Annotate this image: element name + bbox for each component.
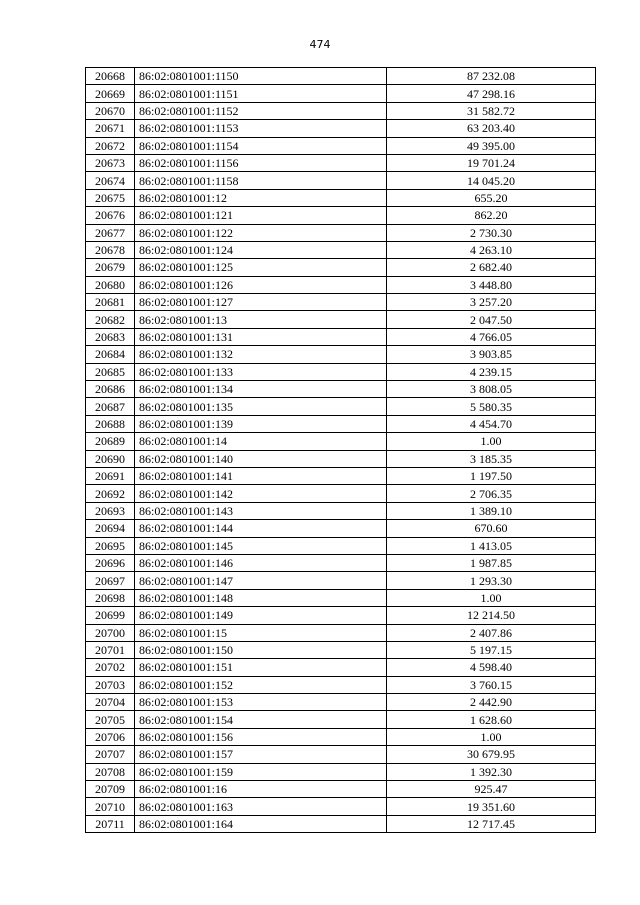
value-cell: 2 730.30 [387, 224, 596, 241]
cadastral-number-cell: 86:02:0801001:1156 [135, 154, 387, 171]
table-row [86, 537, 596, 554]
table-row [86, 572, 596, 589]
value-cell: 862.20 [387, 207, 596, 224]
table-row [86, 694, 596, 711]
cadastral-number-cell: 86:02:0801001:147 [135, 572, 387, 589]
row-number-cell: 20681 [86, 294, 135, 311]
value-cell: 12 717.45 [387, 815, 596, 832]
cadastral-number-cell: 86:02:0801001:140 [135, 450, 387, 467]
row-number-cell: 20685 [86, 363, 135, 380]
cadastral-number-cell: 86:02:0801001:126 [135, 276, 387, 293]
table-row [86, 172, 596, 189]
table-body [86, 68, 596, 833]
row-number-cell: 20673 [86, 154, 135, 171]
row-number-cell: 20703 [86, 676, 135, 693]
row-number-cell: 20691 [86, 467, 135, 484]
cadastral-number-cell: 86:02:0801001:141 [135, 467, 387, 484]
row-number-cell: 20683 [86, 328, 135, 345]
value-cell: 3 448.80 [387, 276, 596, 293]
row-number-cell: 20693 [86, 502, 135, 519]
value-cell: 19 351.60 [387, 798, 596, 815]
value-cell: 5 580.35 [387, 398, 596, 415]
table-row [86, 624, 596, 641]
cadastral-number-cell: 86:02:0801001:148 [135, 589, 387, 606]
cadastral-number-cell: 86:02:0801001:1154 [135, 137, 387, 154]
table-row [86, 189, 596, 206]
cadastral-number-cell: 86:02:0801001:151 [135, 659, 387, 676]
value-cell: 2 682.40 [387, 259, 596, 276]
cadastral-number-cell: 86:02:0801001:1150 [135, 68, 387, 85]
cadastral-number-cell: 86:02:0801001:154 [135, 711, 387, 728]
cadastral-number-cell: 86:02:0801001:132 [135, 346, 387, 363]
table-row [86, 815, 596, 832]
cadastral-number-cell: 86:02:0801001:152 [135, 676, 387, 693]
row-number-cell: 20675 [86, 189, 135, 206]
row-number-cell: 20676 [86, 207, 135, 224]
value-cell: 4 239.15 [387, 363, 596, 380]
cadastral-number-cell: 86:02:0801001:159 [135, 763, 387, 780]
value-cell: 670.60 [387, 520, 596, 537]
value-cell: 47 298.16 [387, 85, 596, 102]
page-number: 474 [309, 38, 331, 51]
value-cell: 1.00 [387, 589, 596, 606]
cadastral-number-cell: 86:02:0801001:121 [135, 207, 387, 224]
value-cell: 3 808.05 [387, 381, 596, 398]
row-number-cell: 20671 [86, 120, 135, 137]
row-number-cell: 20687 [86, 398, 135, 415]
cadastral-number-cell: 86:02:0801001:144 [135, 520, 387, 537]
table-row [86, 154, 596, 171]
cadastral-number-cell: 86:02:0801001:1158 [135, 172, 387, 189]
cadastral-number-cell: 86:02:0801001:131 [135, 328, 387, 345]
value-cell: 12 214.50 [387, 607, 596, 624]
table-row [86, 502, 596, 519]
value-cell: 1 987.85 [387, 554, 596, 571]
table-row [86, 467, 596, 484]
row-number-cell: 20692 [86, 485, 135, 502]
row-number-cell: 20684 [86, 346, 135, 363]
table-row [86, 363, 596, 380]
row-number-cell: 20698 [86, 589, 135, 606]
row-number-cell: 20704 [86, 694, 135, 711]
value-cell: 1 392.30 [387, 763, 596, 780]
cadastral-value-table [85, 67, 596, 833]
table-row [86, 68, 596, 85]
table-row [86, 607, 596, 624]
table-row [86, 415, 596, 432]
row-number-cell: 20700 [86, 624, 135, 641]
table-row [86, 728, 596, 745]
row-number-cell: 20677 [86, 224, 135, 241]
value-cell: 3 903.85 [387, 346, 596, 363]
table-row [86, 746, 596, 763]
cadastral-number-cell: 86:02:0801001:16 [135, 781, 387, 798]
cadastral-number-cell: 86:02:0801001:164 [135, 815, 387, 832]
cadastral-number-cell: 86:02:0801001:122 [135, 224, 387, 241]
value-cell: 2 047.50 [387, 311, 596, 328]
table-row [86, 259, 596, 276]
row-number-cell: 20679 [86, 259, 135, 276]
value-cell: 1.00 [387, 433, 596, 450]
row-number-cell: 20670 [86, 102, 135, 119]
table-row [86, 137, 596, 154]
cadastral-number-cell: 86:02:0801001:12 [135, 189, 387, 206]
table-row [86, 241, 596, 258]
row-number-cell: 20708 [86, 763, 135, 780]
value-cell: 5 197.15 [387, 641, 596, 658]
cadastral-number-cell: 86:02:0801001:163 [135, 798, 387, 815]
row-number-cell: 20674 [86, 172, 135, 189]
cadastral-number-cell: 86:02:0801001:139 [135, 415, 387, 432]
cadastral-number-cell: 86:02:0801001:142 [135, 485, 387, 502]
value-cell: 49 395.00 [387, 137, 596, 154]
row-number-cell: 20686 [86, 381, 135, 398]
table-row [86, 798, 596, 815]
row-number-cell: 20672 [86, 137, 135, 154]
row-number-cell: 20668 [86, 68, 135, 85]
cadastral-number-cell: 86:02:0801001:156 [135, 728, 387, 745]
row-number-cell: 20690 [86, 450, 135, 467]
row-number-cell: 20710 [86, 798, 135, 815]
table-row [86, 763, 596, 780]
table-row [86, 398, 596, 415]
value-cell: 2 442.90 [387, 694, 596, 711]
row-number-cell: 20669 [86, 85, 135, 102]
table-row [86, 781, 596, 798]
cadastral-number-cell: 86:02:0801001:13 [135, 311, 387, 328]
cadastral-number-cell: 86:02:0801001:157 [135, 746, 387, 763]
row-number-cell: 20695 [86, 537, 135, 554]
cadastral-number-cell: 86:02:0801001:145 [135, 537, 387, 554]
cadastral-number-cell: 86:02:0801001:15 [135, 624, 387, 641]
row-number-cell: 20689 [86, 433, 135, 450]
row-number-cell: 20680 [86, 276, 135, 293]
row-number-cell: 20709 [86, 781, 135, 798]
cadastral-number-cell: 86:02:0801001:143 [135, 502, 387, 519]
table-row [86, 520, 596, 537]
table-row [86, 450, 596, 467]
row-number-cell: 20694 [86, 520, 135, 537]
value-cell: 1 628.60 [387, 711, 596, 728]
cadastral-number-cell: 86:02:0801001:133 [135, 363, 387, 380]
table-row [86, 294, 596, 311]
value-cell: 63 203.40 [387, 120, 596, 137]
row-number-cell: 20711 [86, 815, 135, 832]
table-row [86, 554, 596, 571]
value-cell: 1 413.05 [387, 537, 596, 554]
value-cell: 4 454.70 [387, 415, 596, 432]
value-cell: 4 598.40 [387, 659, 596, 676]
value-cell: 4 766.05 [387, 328, 596, 345]
cadastral-number-cell: 86:02:0801001:125 [135, 259, 387, 276]
value-cell: 14 045.20 [387, 172, 596, 189]
cadastral-number-cell: 86:02:0801001:146 [135, 554, 387, 571]
cadastral-number-cell: 86:02:0801001:14 [135, 433, 387, 450]
table-row [86, 641, 596, 658]
table-row [86, 485, 596, 502]
value-cell: 655.20 [387, 189, 596, 206]
value-cell: 31 582.72 [387, 102, 596, 119]
value-cell: 3 760.15 [387, 676, 596, 693]
value-cell: 1 197.50 [387, 467, 596, 484]
value-cell: 2 706.35 [387, 485, 596, 502]
value-cell: 30 679.95 [387, 746, 596, 763]
value-cell: 1.00 [387, 728, 596, 745]
value-cell: 925.47 [387, 781, 596, 798]
table-row [86, 311, 596, 328]
value-cell: 1 293.30 [387, 572, 596, 589]
row-number-cell: 20678 [86, 241, 135, 258]
cadastral-number-cell: 86:02:0801001:1153 [135, 120, 387, 137]
row-number-cell: 20705 [86, 711, 135, 728]
cadastral-number-cell: 86:02:0801001:1152 [135, 102, 387, 119]
row-number-cell: 20696 [86, 554, 135, 571]
cadastral-number-cell: 86:02:0801001:127 [135, 294, 387, 311]
cadastral-number-cell: 86:02:0801001:124 [135, 241, 387, 258]
table-row [86, 381, 596, 398]
table-row [86, 589, 596, 606]
table-row [86, 676, 596, 693]
table-row [86, 224, 596, 241]
cadastral-number-cell: 86:02:0801001:135 [135, 398, 387, 415]
table-row [86, 433, 596, 450]
cadastral-number-cell: 86:02:0801001:1151 [135, 85, 387, 102]
table-row [86, 711, 596, 728]
table-row [86, 102, 596, 119]
row-number-cell: 20706 [86, 728, 135, 745]
value-cell: 1 389.10 [387, 502, 596, 519]
table-row [86, 659, 596, 676]
row-number-cell: 20707 [86, 746, 135, 763]
cadastral-number-cell: 86:02:0801001:153 [135, 694, 387, 711]
row-number-cell: 20688 [86, 415, 135, 432]
value-cell: 4 263.10 [387, 241, 596, 258]
cadastral-number-cell: 86:02:0801001:149 [135, 607, 387, 624]
value-cell: 3 185.35 [387, 450, 596, 467]
table-row [86, 346, 596, 363]
row-number-cell: 20702 [86, 659, 135, 676]
cadastral-number-cell: 86:02:0801001:134 [135, 381, 387, 398]
row-number-cell: 20682 [86, 311, 135, 328]
table-row [86, 276, 596, 293]
row-number-cell: 20699 [86, 607, 135, 624]
row-number-cell: 20697 [86, 572, 135, 589]
row-number-cell: 20701 [86, 641, 135, 658]
table-row [86, 328, 596, 345]
table-row [86, 207, 596, 224]
value-cell: 19 701.24 [387, 154, 596, 171]
table-row [86, 120, 596, 137]
value-cell: 3 257.20 [387, 294, 596, 311]
cadastral-number-cell: 86:02:0801001:150 [135, 641, 387, 658]
table-row [86, 85, 596, 102]
value-cell: 87 232.08 [387, 68, 596, 85]
value-cell: 2 407.86 [387, 624, 596, 641]
